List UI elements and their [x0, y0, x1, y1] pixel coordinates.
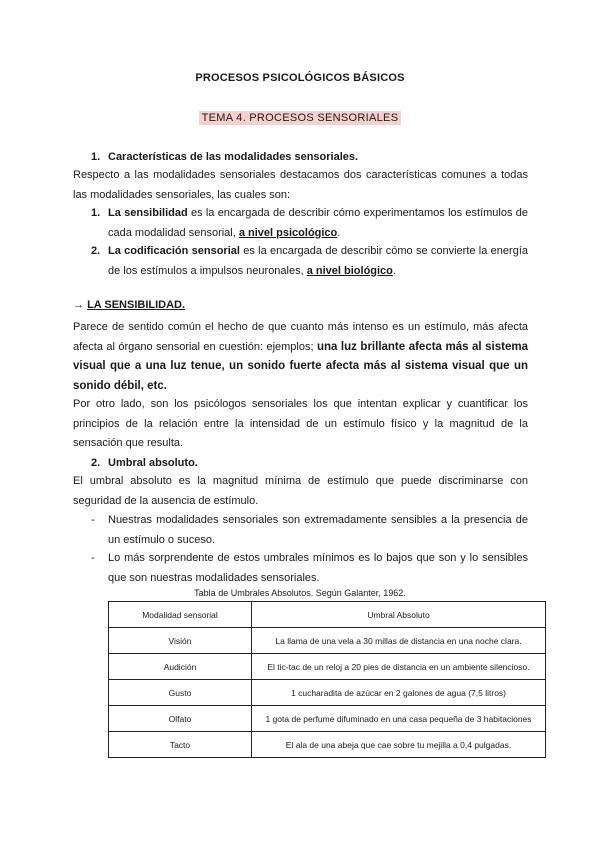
thresholds-table — [108, 601, 546, 758]
table-cell: Audición — [109, 654, 252, 680]
item-emph: a nivel biológico — [306, 264, 393, 277]
table-cell: 1 gota de perfume difuminado en una casa pequeña de 3 habitaciones — [252, 706, 546, 732]
section2-heading: Umbral absoluto. — [108, 457, 198, 469]
list-item — [91, 511, 528, 550]
list-item — [91, 204, 528, 243]
para1-text: Parece de sentido común el hecho de que cuanto más intenso es un estímulo, más afecta afecta al órgano sensorial en cuestión: ejemplos; — [73, 321, 528, 353]
para1-bold: una luz brillante afecta más al sistema visual que a una luz tenue, un sonido fuerte afecta más al sistema visual que un sonido débil, etc. — [73, 340, 528, 392]
table-cell: La llama de una vela a 30 millas de distancia en una noche clara. — [252, 628, 546, 654]
sensibilidad-title: LA SENSIBILIDAD. — [87, 299, 186, 311]
section2-para: El umbral absoluto es la magnitud mínima de estímulo que puede discriminarse con seguridad de la ausencia de estímulo. — [73, 475, 528, 507]
sensibilidad-para1 — [73, 318, 528, 396]
table-row — [109, 706, 546, 732]
section1-heading: Características de las modalidades sensoriales. — [108, 151, 359, 163]
table-row — [109, 732, 546, 758]
sensibilidad-heading — [73, 299, 185, 311]
arrow-icon: → — [73, 299, 84, 311]
page-subtitle: TEMA 4. PROCESOS SENSORIALES — [199, 111, 402, 125]
item-bold: La sensibilidad — [108, 207, 188, 219]
table-caption: Tabla de Umbrales Absolutos. Según Galanter, 1962. — [194, 588, 406, 598]
table-row — [109, 628, 546, 654]
bullet-mark: - — [91, 514, 95, 526]
list-item — [91, 549, 528, 588]
table-cell: Olfato — [109, 706, 252, 732]
item-number: 2. — [91, 245, 101, 257]
bullet-mark: - — [91, 552, 95, 564]
bullet-text: Lo más sorprendente de estos umbrales mínimos es lo bajos que son y lo sensibles que son nuestras modalidades sensoriales. — [108, 552, 528, 584]
page-title: PROCESOS PSICOLÓGICOS BÁSICOS — [195, 72, 405, 84]
item-emph: a nivel psicológico — [238, 226, 338, 239]
item-end: . — [392, 264, 396, 277]
item-text — [108, 242, 528, 281]
bullet-text: Nuestras modalidades sensoriales son extremadamente sensibles a la presencia de un estímulo o suceso. — [108, 514, 528, 546]
table-cell: Gusto — [109, 680, 252, 706]
table-header-row — [109, 602, 546, 628]
item-bold: La codificación sensorial — [108, 245, 240, 257]
table-cell: 1 cucharadita de azúcar en 2 galones de agua (7,5 litros) — [252, 680, 546, 706]
list-item — [91, 242, 528, 281]
item-body: es la encargada de describir cómo experimentamos los estímulos de cada modalidad sensorial, — [108, 207, 528, 239]
item-end: . — [337, 226, 341, 239]
table-cell: El ala de una abeja que cae sobre tu mejilla a 0,4 pulgadas. — [252, 732, 546, 758]
table-row — [109, 654, 546, 680]
table-cell: El tic-tac de un reloj a 20 pies de distancia en un ambiente silencioso. — [252, 654, 546, 680]
item-number: 1. — [91, 207, 101, 219]
section2-number: 2. — [91, 457, 101, 469]
item-body: es la encargada de describir cómo se convierte la energía de los estímulos a impulsos neuronales, — [108, 245, 528, 277]
table-cell: Visión — [109, 628, 252, 654]
table-header-cell: Modalidad sensorial — [109, 602, 252, 628]
table-header-cell: Umbral Absoluto — [252, 602, 546, 628]
section1-number: 1. — [91, 151, 101, 163]
table-row — [109, 680, 546, 706]
section1-intro: Respecto a las modalidades sensoriales destacamos dos características comunes a todas las modalidades sensoriales, las cuales son: — [73, 169, 528, 201]
subtitle-wrap — [0, 108, 600, 126]
table-cell: Tacto — [109, 732, 252, 758]
sensibilidad-para2: Por otro lado, son los psicólogos sensoriales los que intentan explicar y cuantificar los principios de la relación entre la intensidad de un estímulo físico y la magnitud de la sensación que resulta. — [73, 398, 528, 449]
item-text — [108, 204, 528, 243]
